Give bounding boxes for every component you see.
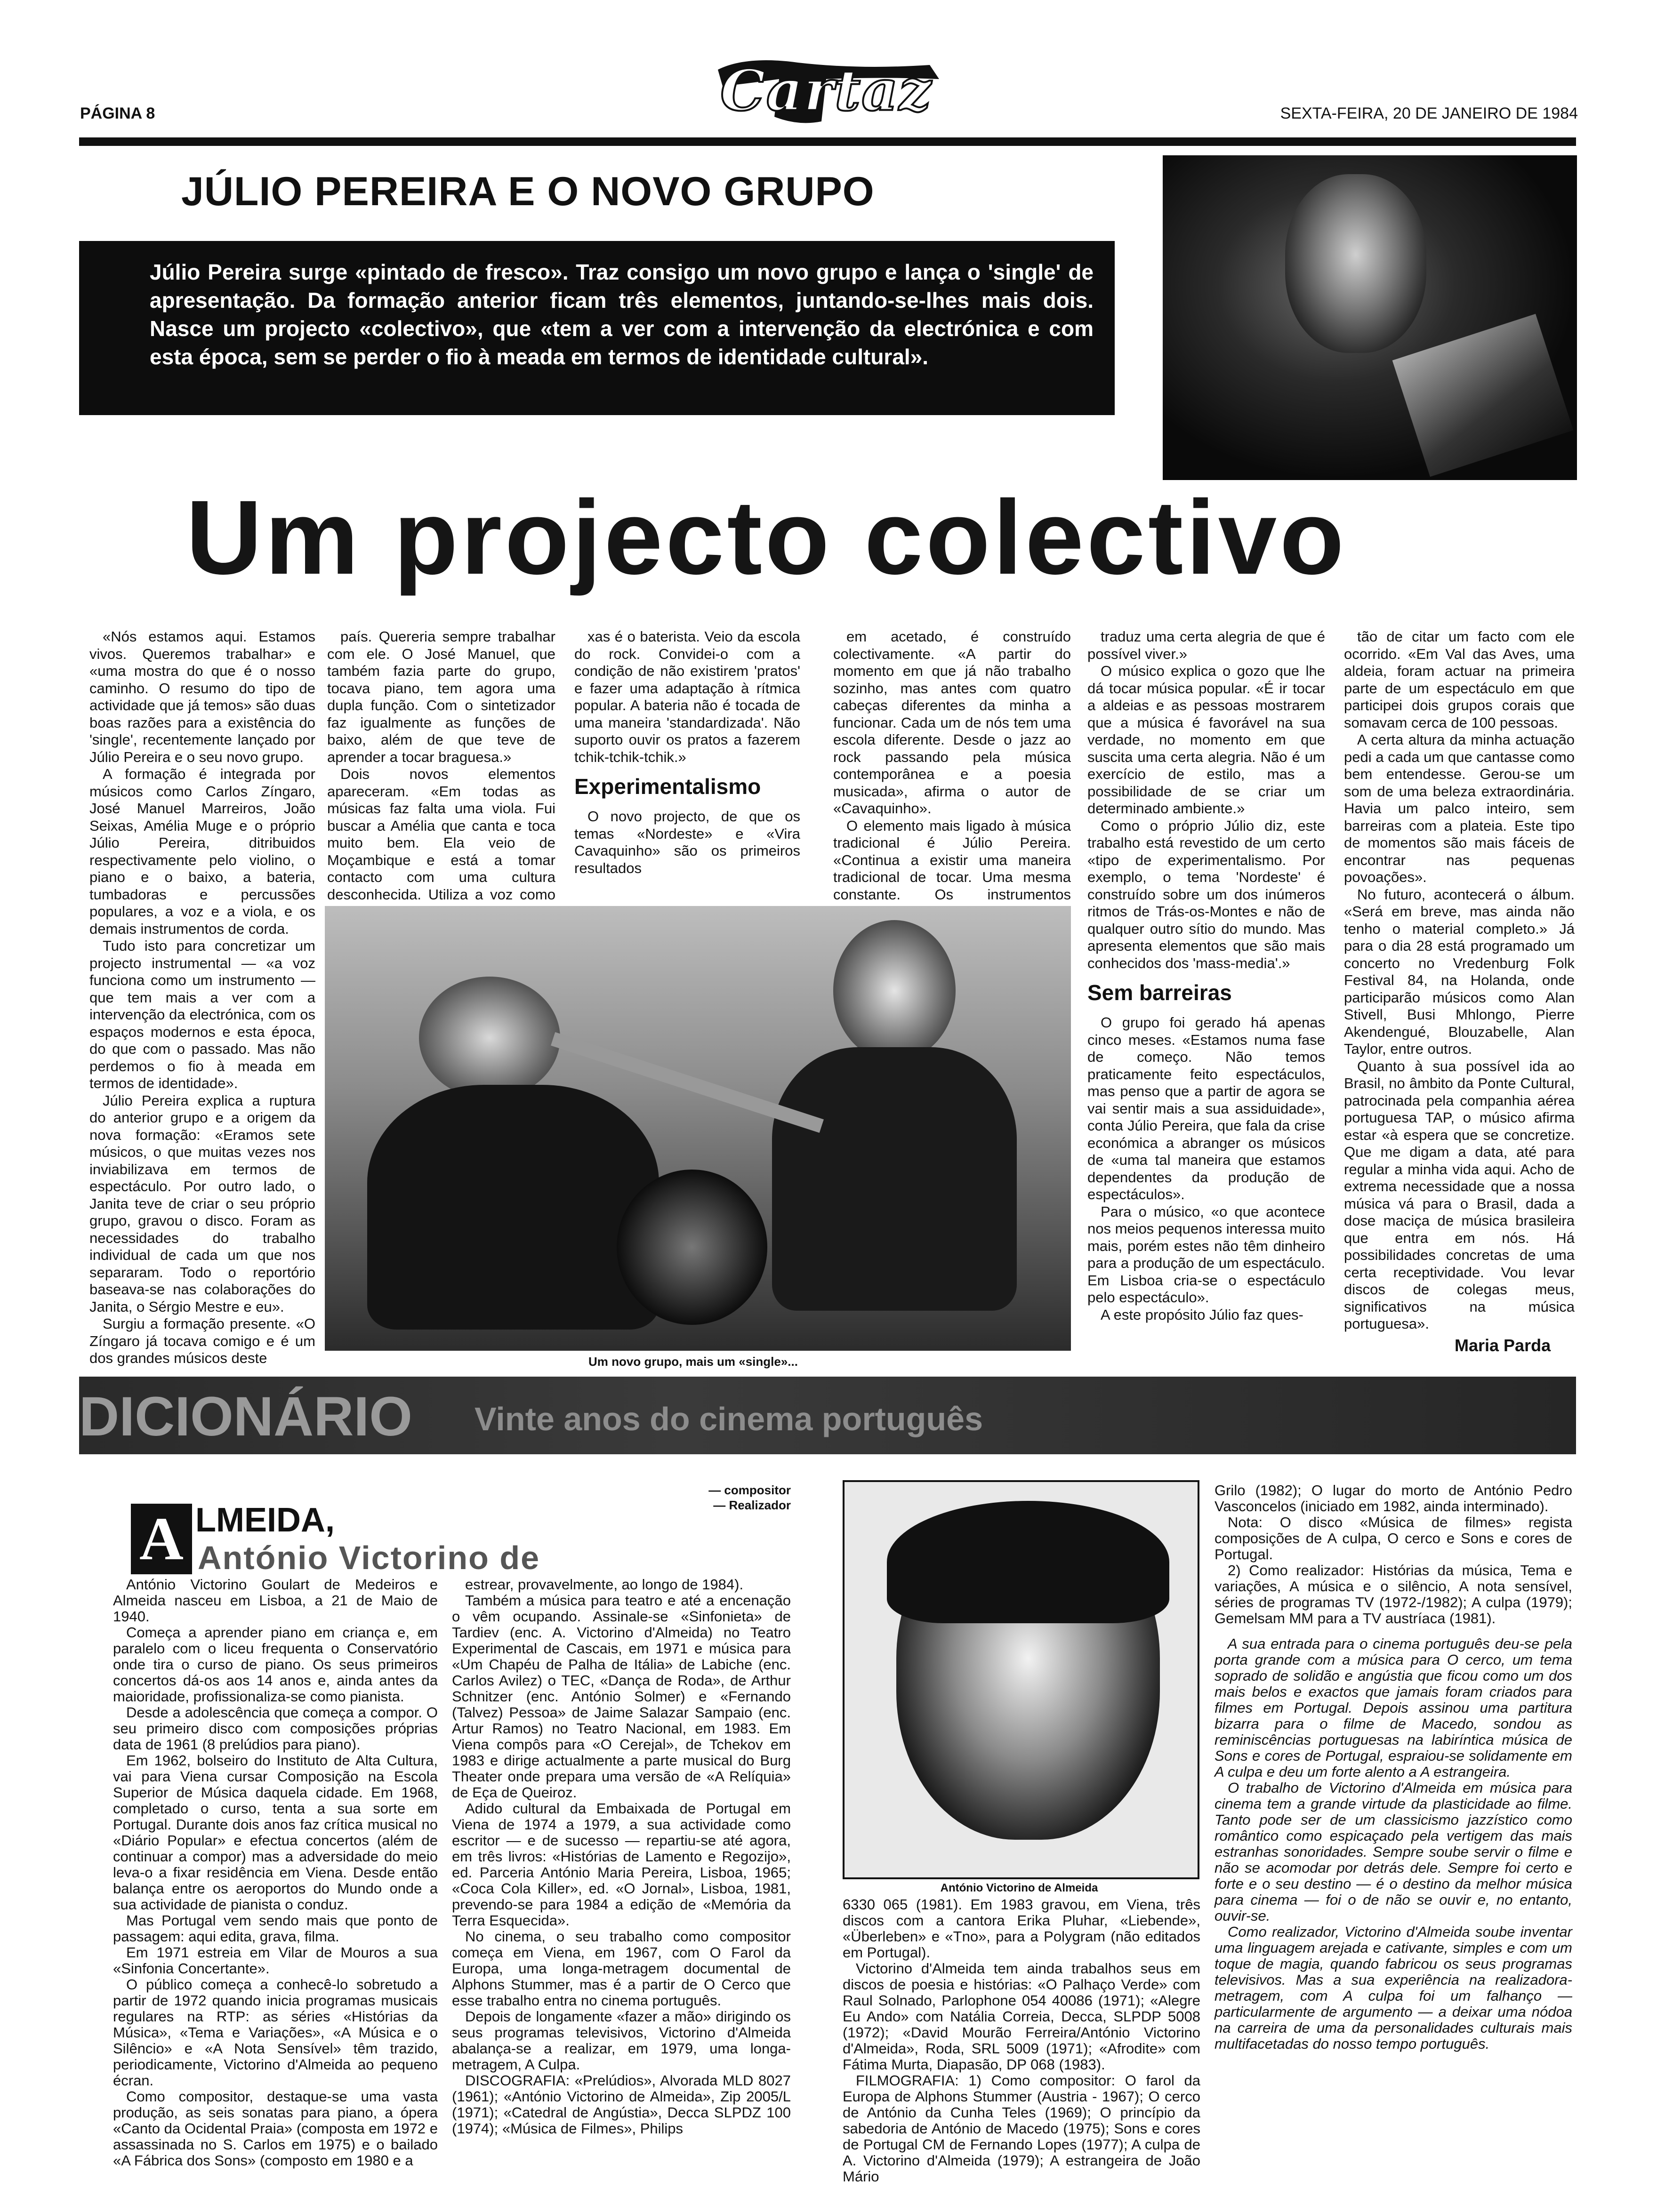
subhead-experimentalismo: Experimentalismo: [574, 774, 761, 799]
paragraph: Mas Portugal vem sendo mais que ponto de passagem: aqui edita, grava, filma.: [113, 1912, 438, 1945]
paragraph: A formação é integrada por músicos como Carlos Zíngaro, José Manuel Marreiros, João Seixas, Amélia Muge e o próprio Júlio Pereira, ditribuidos respectivamente pelo violino, o piano e o baixo, a bateria, tumbadoras e percussões populares, a voz e a viola, e os demais instrumentos de corda.: [89, 766, 315, 937]
paragraph: O trabalho de Victorino d'Almeida em música para cinema tem a grande virtude da plasticidade ao filme. Tanto pode ser de um classicismo jazzístico como romântico como espicaçado pela vertigem das mais estranhas sonoridades. Sempre soube servir o filme e não se acomodar por detrás dele. Sempre foi certo e forte e o seu destino — é o destino da melhor música para cinema — foi o de não se ouvir e, no entanto, ouvir-se.: [1215, 1779, 1572, 1924]
paragraph: O grupo foi gerado há apenas cinco meses. «Estamos numa fase de começo. Não temos praticamente feito espectáculos, mas penso que a partir de agora se vai sentir mais a sua assiduidade», conta Júlio Pereira, que fala da crise económica a abranger os músicos de «uma tal maneira que estamos dependentes da produção de espectáculos».: [1087, 1014, 1325, 1202]
paragraph: Adido cultural da Embaixada de Portugal em Viena de 1974 a 1979, a sua actividade como escritor — e de sucesso — repartiu-se até agora, em três livros: «Histórias de Lamento e Regozijo», ed. Parceria António Maria Pereira, Lisboa, 1965; «Coca Cola Killer», ed. «O Jornal», Lisboa, 1981, prevendo-se para 1984 a edição de «Memória da Terra Esquecida».: [452, 1800, 791, 1929]
article-column-2: [327, 628, 555, 903]
role-label: — compositor: [708, 1483, 791, 1497]
group-photo-caption: Um novo grupo, mais um «single»...: [588, 1354, 798, 1369]
paragraph: O novo projecto, de que os temas «Nordeste» e «Vira Cavaquinho» são os primeiros resultados: [574, 808, 800, 876]
masthead-logo: [704, 51, 949, 133]
paragraph: Depois de longamente «fazer a mão» dirigindo os seus programas televisivos, Victorino d'Almeida abalança-se a realizar, em 1979, uma longa-metragem, A Culpa.: [452, 2008, 791, 2073]
dicionario-subtitle: Vinte anos do cinema português: [475, 1401, 983, 1437]
paragraph: FILMOGRAFIA: 1) Como compositor: O farol da Europa de Alphons Stummer (Austria - 1967); O cerco de António da Cunha Teles (1969); O princípio da sabedoria de António de Macedo (1975); Sons e cores de Portugal CM de Fernando Lopes (1977); A culpa de A. Victorino d'Almeida (1979); A estrangeira de João Mário: [843, 2072, 1200, 2185]
paragraph: Também a música para teatro e até a encenação o vêm ocupando. Assinale-se «Sinfonieta» de Tardiev (enc. A. Victorino d'Almeida) no Teatro Experimental de Cascais, em 1971 e música para «Um Chapéu de Palha de Itália» de Labiche (enc. Carlos Avilez) o TEC, «Dança de Roda», de Arthur Schnitzer (enc. António Solmer) e «Fernando (Talvez) Pessoa» de Jaime Salazar Sampaio (enc. Artur Ramos) no Teatro Nacional, em 1983. Em Viena compôs para «O Cerejal», de Tchekov em 1983 e dirige actualmente a parte musical do Burg Theater onde prepara uma versão de «A Relíquia» de Eça de Queiroz.: [452, 1592, 791, 1801]
dicionario-banner: [79, 1377, 1576, 1454]
article-column-4: [833, 628, 1071, 903]
musician-portrait-photo: [1163, 155, 1577, 480]
paragraph: Surgiu a formação presente. «O Zíngaro já tocava comigo e é um dos grandes músicos deste: [89, 1315, 315, 1366]
paragraph: A este propósito Júlio faz ques-: [1101, 1306, 1303, 1323]
byline: Maria Parda: [1455, 1336, 1551, 1355]
paragraph: «Nós estamos aqui. Estamos vivos. Queremos trabalhar» e «uma mostra do que é o nosso caminho. O resumo do tipo de actividade que já temos» são duas boas razões para a existência do 'single', recentemente lançado por Júlio Pereira e o seu novo grupo.: [89, 628, 315, 765]
paragraph: Em 1962, bolseiro do Instituto de Alta Cultura, vai para Viena cursar Composição na Escola Superior de Música daquela cidade. Em 1968, completado o curso, tenta a sua sorte em Portugal. Durante dois anos faz crítica musical no «Diário Popular» e efectua concertos (além de continuar a compor) mas a adversidade do meio leva-o a fixar residência em Viena. Desde então balança entre os aeroportos do Mundo onde a sua actividade de pianista o conduz.: [113, 1752, 438, 1913]
dicionario-title: DICIONÁRIO: [79, 1386, 412, 1448]
subhead-sem-barreiras: Sem barreiras: [1087, 980, 1232, 1005]
paragraph: 2) Como realizador: Histórias da música, Tema e variações, A música e o silêncio, A nota sensível, séries de programas TV (1972-/1982); A culpa (1979); Gemelsam MM para a TV austríaca (1981).: [1215, 1562, 1572, 1627]
paragraph: A certa altura da minha actuação pedi a cada um que cantasse como bem entendesse. Gerou-se um som de uma beleza extraordinária. Havia um palco inteiro, sem barreiras com a plateia. Este tipo de momentos são mais fáceis de encontrar nas pequenas povoações».: [1344, 731, 1575, 885]
paragraph: Nota: O disco «Música de filmes» regista composições de A culpa, O cerco e Sons e cores de Portugal.: [1215, 1514, 1572, 1563]
paragraph: Como compositor, destaque-se uma vasta produção, as seis sonatas para piano, a ópera «Canto da Ocidental Praia» (composta em 1972 e assassinada no S. Carlos em 1975) e o bailado «A Fábrica dos Sons» (composto em 1980 e a: [113, 2088, 438, 2169]
article-lead: Júlio Pereira surge «pintado de fresco». Traz consigo um novo grupo e lança o 'single' de apresentação. Da formação anterior ficam três elementos, juntando-se-lhes mais dois. Nasce um projecto «colectivo», que «tem a ver com a intervenção da electrónica e com esta época, sem se perder o fio à meada em termos de identidade cultural».: [150, 260, 1094, 369]
paragraph: Quanto à sua possível ida ao Brasil, no âmbito da Ponte Cultural, patrocinada pela companhia aérea portuguesa TAP, o músico afirma estar «à espera que se concretize. Que me digam a data, até para regular a minha vida aqui. Acho de extrema necessidade que a nossa música vá para o Brasil, dada a dose maciça de música brasileira que entra em nós. Há possibilidades concretas de uma certa receptividade. Vou levar discos de colegas meus, significativos na música portuguesa».: [1344, 1058, 1575, 1332]
dicionario-column-4: [1215, 1483, 1572, 2153]
paragraph: O público começa a conhecê-lo sobretudo a partir de 1972 quando inicia programas musicais regulares na RTP: as séries «Histórias da Música», «Tema e Variações», «A Música e o Silêncio» e «A Nota Sensível» têm trazido, periodicamente, Victorino d'Almeida ao pequeno écran.: [113, 1976, 438, 2089]
group-photo: [325, 906, 1071, 1351]
paragraph: 6330 065 (1981). Em 1983 gravou, em Viena, três discos com a cantora Erika Pluhar, «Liebende», «Überleben» e «Tno», para a Polygram (não editados em Portugal).: [843, 1896, 1200, 1961]
drop-letter: A: [139, 1505, 184, 1573]
paragraph: Dois novos elementos apareceram. «Em todas as músicas faz falta uma viola. Fui buscar a Amélia que canta e toca muito bem. Ela veio de Moçambique e está a tomar contacto com uma cultura desconhecida. Utiliza a voz como: [327, 766, 555, 903]
paragraph: Para o músico, «o que acontece nos meios pequenos interessa muito mais, porém estes não têm dinheiro para a produção de um espectáculo. Em Lisboa cria-se o espectáculo pelo espectáculo».: [1087, 1203, 1325, 1306]
paragraph: Grilo (1982); O lugar do morto de António Pedro Vasconcelos (iniciado em 1982, ainda interminado).: [1215, 1482, 1572, 1515]
article-column-3: [574, 628, 800, 897]
paragraph: O músico explica o gozo que lhe dá tocar música popular. «É ir tocar a aldeias e as pessoas mostrarem que a música é favorável na sua verdade, no momento em que suscita uma certa alegria. Não é um exercício de estilo, mas a possibilidade de se criar um determinado ambiente.»: [1087, 663, 1325, 817]
article-headline: Um projecto colectivo: [186, 479, 1347, 596]
paragraph: Como realizador, Victorino d'Almeida soube inventar uma linguagem arejada e cativante, simples e com um toque de magia, quando fabricou os seus programas televisivos. Mas a sua experiência na realizadora-metragem, com A culpa foi um falhanço — particularmente de argumento — a deixar uma nódoa na carreira de uma da personalidades culturais mais multifacetadas do nosso tempo português.: [1215, 1923, 1572, 2052]
paragraph: Júlio Pereira explica a ruptura do anterior grupo e a origem da nova formação: «Eramos sete músicos, o que muitas vezes nos inviabilizava em termos de espectáculo. Por outro lado, o Janita teve de criar o seu próprio grupo, gravou o disco. Foram as necessidades do trabalho individual de cada um que nos separaram. Todo o reportório baseava-se nas colaborações do Janita, o Sérgio Mestre e eu».: [89, 1092, 315, 1315]
entry-name: António Victorino de: [198, 1539, 540, 1576]
paragraph: Em 1971 estreia em Vilar de Mouros a sua «Sinfonia Concertante».: [113, 1944, 438, 1977]
page-number: PÁGINA 8: [80, 104, 155, 122]
paragraph: tão de citar um facto com ele ocorrido. «Em Val das Aves, uma aldeia, foram actuar na primeira parte de um espectáculo em que participei dois grupos corais que somavam cerca de 100 pessoas.: [1344, 628, 1575, 731]
victorino-portrait-photo: [843, 1480, 1199, 1879]
article-kicker: JÚLIO PEREIRA E O NOVO GRUPO: [181, 169, 875, 214]
paragraph: A sua entrada para o cinema português deu-se pela porta grande com a música para O cerco, um tema soprado de solidão e angústia que ficou como um dos mais belos e exactos que jamais foram criados para filmes em Portugal. Depois assinou uma partitura bizarra para o filme de Macedo, sondou as reminiscências portuguesas na labiríntica música de Sons e cores de Portugal, espraiou-se solidamente em A culpa e deu um forte alento a A estrangeira.: [1215, 1635, 1572, 1780]
article-column-6: [1344, 628, 1575, 1330]
paragraph: traduz uma certa alegria de que é possível viver.»: [1087, 628, 1325, 662]
paragraph: Tudo isto para concretizar um projecto instrumental — «a voz funciona como um instrumento — que tem mais a ver com a intervenção da electrónica, com os espaços modernos e esta época, do que com o passado. Mas não perdemos o fio à meada em termos de identidade».: [89, 938, 315, 1091]
drop-letter-box: [131, 1504, 192, 1574]
paragraph: António Victorino Goulart de Medeiros e Almeida nasceu em Lisboa, a 21 de Maio de 1940.: [113, 1576, 438, 1625]
portrait-caption: António Victorino de Almeida: [940, 1882, 1098, 1894]
paragraph: em acetado, é construído colectivamente. «A partir do momento em que já não trabalho sozinho, mas antes com quatro cabeças diferentes da minha a funcionar. Cada um de nós tem uma escola diferente. Desde o jazz ao rock passando pela música contemporânea e a poesia musicada», afirma o autor de «Cavaquinho».: [833, 628, 1071, 817]
paragraph: Como o próprio Júlio diz, este trabalho está revestido de um certo «tipo de experimentalismo. Por exemplo, o tema 'Nordeste' é construído sobre um dos inúmeros ritmos de Trás-os-Montes e não de qualquer outro sítio do mundo. Mas apresenta elementos que são mais conhecidos dos 'mass-media'.»: [1087, 817, 1325, 971]
paragraph: DISCOGRAFIA: «Prelúdios», Alvorada MLD 8027 (1961); «António Victorino de Almeida», Zip 2005/L (1971); «Catedral de Angústia», Decca SLPDZ 100 (1974); «Música de Filmes», Philips: [452, 2072, 791, 2137]
dicionario-column-3: [843, 1896, 1200, 2185]
paragraph: estrear, provavelmente, ao longo de 1984).: [465, 1576, 744, 1593]
paragraph: Victorino d'Almeida tem ainda trabalhos seus em discos de poesia e histórias: «O Palhaço Verde» com Raul Solnado, Parlophone 054 40086 (1971); «Alegre Eu Ando» com Natália Correia, Decca, SLPDP 5008 (1972); «David Mourão Ferreira/António Victorino d'Almeida», Roda, SRL 5009 (1971); «Afrodite» com Fátima Murta, Diapasão, DP 068 (1983).: [843, 1960, 1200, 2073]
paragraph: país. Quereria sempre trabalhar com ele. O José Manuel, que também fazia parte do grupo, tocava piano, tem agora uma dupla função. Com o sintetizador faz igualmente as funções de baixo, além de que teve de aprender a tocar braguesa.»: [327, 628, 555, 765]
paragraph: O elemento mais ligado à música tradicional é Júlio Pereira. «Continua a existir uma maneira tradicional de tocar. Uma mesma constante. Os instrumentos: [833, 817, 1071, 903]
paragraph: xas é o baterista. Veio da escola do rock. Convidei-o com a condição de não existirem 'pratos' e fazer uma adaptação à rítmica popular. A bateria não é tocada de uma maneira 'standardizada'. Não suporto ouvir os pratos a fazerem tchik-tchik-tchik.»: [574, 628, 800, 765]
masthead-text: Cartaz: [720, 57, 932, 124]
paragraph: No cinema, o seu trabalho como compositor começa em Viena, em 1967, com O Farol da Europa, uma longa-metragem documental de Alphons Stummer, mas é a partir de O Cerco que esse trabalho entra no cinema português.: [452, 1928, 791, 2009]
dicionario-column-1: [113, 1576, 438, 2169]
header-rule: [79, 137, 1576, 146]
paragraph: Desde a adolescência que começa a compor. O seu primeiro disco com composições próprias data de 1961 (8 prelúdios para piano).: [113, 1704, 438, 1753]
article-column-5: [1087, 628, 1325, 1365]
article-column-1: [89, 628, 315, 1365]
entry-roles: [659, 1483, 791, 1513]
role-label: — Realizador: [713, 1498, 791, 1512]
entry-surname: LMEIDA,: [195, 1501, 335, 1539]
dicionario-column-2: [452, 1577, 791, 2153]
issue-date: SEXTA-FEIRA, 20 DE JANEIRO DE 1984: [1280, 104, 1578, 122]
paragraph: Começa a aprender piano em criança e, em paralelo com o liceu frequenta o Conservatório onde tira o curso de piano. Os seus primeiros concertos dá-os aos 14 anos e, ainda antes da maioridade, profissionaliza-se como pianista.: [113, 1624, 438, 1705]
paragraph: No futuro, acontecerá o álbum. «Será em breve, mas ainda não tenho o material completo.» Já para o dia 28 está programado um concerto no Vredenburg Folk Festival 84, na Holanda, onde participarão músicos como Alan Stivell, Busi Mhlongo, Pierre Akendengué, Blouzabelle, Alan Taylor, entre outros.: [1344, 886, 1575, 1057]
